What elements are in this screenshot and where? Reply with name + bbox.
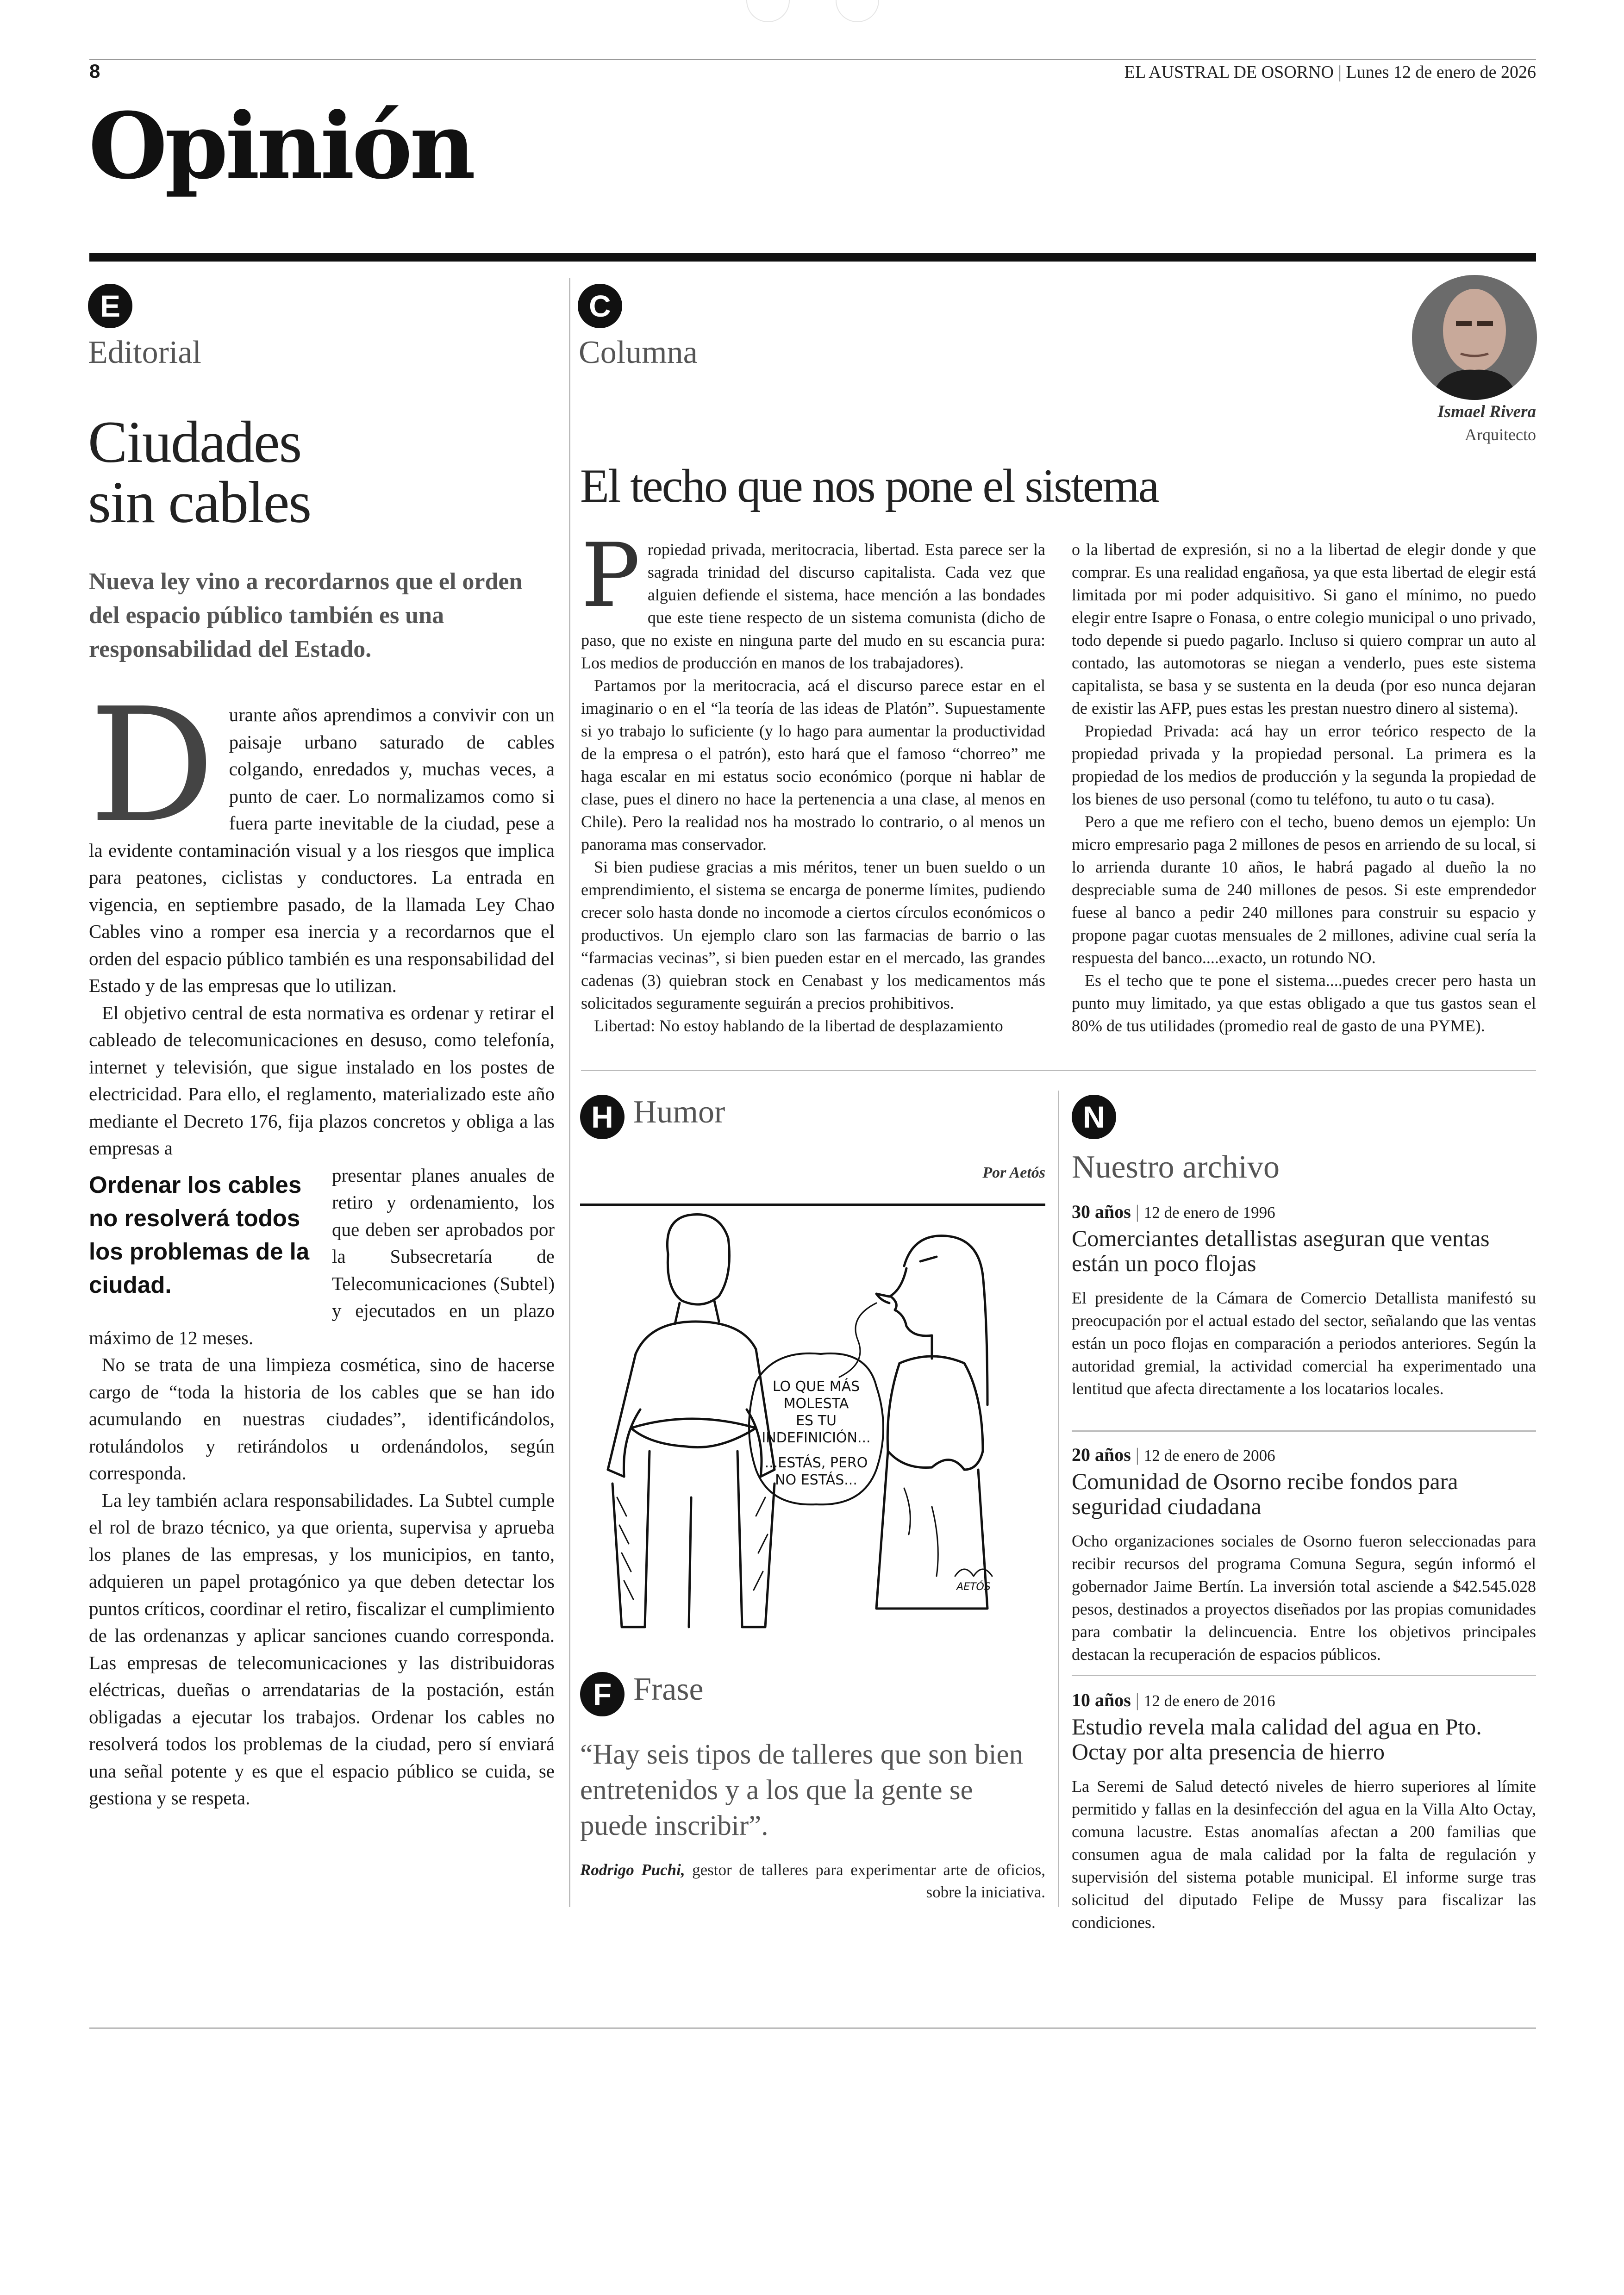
column-paragraph: Libertad: No estoy hablando de la libertad de desplazamiento [594,1017,1003,1035]
editorial-paragraph: La ley también aclara responsabilidades. La Subtel cumple el rol de brazo técnico, ya que orienta, supervisa y aprueba los planes de las empresas, y los municipios, en tanto, adquieren un papel protagónico ya que deben detectar los puntos críticos, coordinar el retiro, fiscalizar el cumplimiento de las ordenanzas y aplicar sanciones cuando corresponda. Las empresas de telecomunicaciones y las distribuidoras eléctricas, dueñas o arrendatarias de la postación, están obligadas a ejecutar los trabajos. Ordenar los cables no resolverá todos los problemas de la ciudad, pero sí enviará una señal potente y es que el espacio público se cuida, se gestiona y se respeta. [89,1489,555,1809]
editorial-headline [88,409,311,535]
column-divider-right [1058,1091,1059,1907]
author-role: Arquitecto [1465,425,1536,444]
archive-headline: Comerciantes detallistas aseguran que ventas están un poco flojas [1072,1225,1490,1276]
frase-quote: “Hay seis tipos de talleres que son bien entretenidos y a los que la gente se puede inscribir”. [580,1739,1024,1841]
humor-top-rule [580,1204,1045,1206]
cartoon-signature: AETÓS [956,1581,991,1593]
column-badge: C [578,284,622,328]
column-paragraph: o la libertad de expresión, si no a la libertad de elegir donde y que comprar. Es una realidad engañosa, ya que esta libertad de elegir está limitada por mi poder adquisitivo. Si gano el mínimo, no puedo elegir entre Isapre o Fonasa, o entre colegio municipal o uno privado, todo depende si puedo pagarlo. Incluso si quiero comprar un auto al contado, las automotoras se niegan a venderlo, pues este sistema capitalista, se basa y se sustenta en la deuda (por eso nunca dejaran de existir las AFP, pues estas les prestan nuestro dinero al sistema). [1072,540,1536,717]
archive-body: El presidente de la Cámara de Comercio Detallista manifestó su preocupación por el actual estado del sector, señalando que las ventas están un poco flojas en comparación a periodos anteriores. Según la autoridad gremial, la actividad comercial ha experimentado una lentitud que afecta directamente a los locatarios locales. [1072,1289,1536,1398]
editorial-paragraph: urante años aprendimos a convivir con un paisaje urbano saturado de cables colgando, enredados y, muchas veces, a punto de caer. Lo normalizamos como si fuera parte inevitable de la ciudad, pese a la evidente contaminación visual y a los riesgos que implica para peatones, ciclistas y conductores. La entrada en vigencia, en septiembre pasado, de la llamada Ley Chao Cables vino a romper esa inercia y a recordarnos que el orden del espacio público también es una responsabilidad del Estado y de las empresas que lo utilizan. [89,704,555,996]
editorial-paragraph: No se trata de una limpieza cosmética, sino de hacerse cargo de “toda la historia de los cables que se han ido acumulando en nuestras ciudades”, identificándolos, rotulándolos y retirándolos u ordenándolos, según corresponda. [89,1354,555,1484]
archive-years: 20 años [1072,1444,1131,1465]
speech-line: INDEFINICIÓN... [762,1430,871,1446]
header-top-rule [89,59,1536,60]
column-label: Columna [579,335,698,370]
column-paragraph: Si bien pudiese gracias a mis méritos, tener un buen sueldo o un emprendimiento, el sistema se encarga de ponerme límites, pudiendo crecer solo hasta donde no incomode a ciertos círculos económicos o productivos. Un ejemplo claro son las farmacias de barrio o las “farmacias vecinas”, si bien pueden estar en el mercado, las grandes cadenas (3) quiebran stock en Cenabast y los medicamentos más solicitados seguramente seguirán a precios prohibitivos. [581,858,1045,1012]
editorial-paragraph: presentar planes anuales de retiro y ordenamiento, los que deben ser aprobados por la Subsecretaría de Telecomunicaciones (Subtel) y ejecutados en un plazo máximo de 12 meses. [89,1164,555,1348]
frase-attribution [580,1859,1045,1903]
section-title: Opinión [88,93,473,200]
archive-divider [1072,1675,1536,1676]
column-body-left [581,524,1045,1061]
author-name: Ismael Rivera [1437,402,1536,421]
humor-badge: H [580,1095,625,1139]
editorial-headline-line2: sin cables [88,469,311,535]
editorial-headline-line1: Ciudades [88,409,301,475]
publication-line: EL AUSTRAL DE OSORNO | Lunes 12 de enero de 2026 [1124,62,1536,82]
publication-name: EL AUSTRAL DE OSORNO [1124,62,1334,82]
speech-line: MOLESTA [783,1396,849,1412]
frase-label: Frase [633,1671,704,1707]
column-paragraph: Pero a que me refiero con el techo, bueno demos un ejemplo: Un micro empresario paga 2 millones de pesos en arriendo de su local, si lo arrienda durante 10 años, le habrá pagado al dueño la no despreciable suma de 240 millones de pesos. Si este emprendedor fuese al banco a pedir 240 millones para construir su espacio y propone pagar cuotas mensuales de 2 millones, adivine cual sería la respuesta del banco....exacto, un rotundo NO. [1072,812,1536,967]
archive-date: 12 de enero de 1996 [1143,1204,1275,1222]
editorial-badge: E [88,284,132,328]
speech-line: ...ESTÁS, PERO [764,1455,868,1471]
column-body-right [1072,538,1536,1061]
archive-item: 20 años | 12 de enero de 2006 Comunidad de Osorno recibe fondos para seguridad ciudadana Ocho organizaciones sociales de Osorno fueron seleccionadas para recibir recursos del programa Comuna Segura, según informó el gobernador Jaime Bertín. La inversión total asciende a $42.545.028 pesos, destinados a proyectos diseñados por las propias comunidades para combatir la delincuencia. Entre los objetivos principales destacan la recuperación de espacios públicos. [1072,1442,1536,1666]
archive-headline: Comunidad de Osorno recibe fondos para seguridad ciudadana [1072,1468,1458,1519]
frase-attribution-name: Rodrigo Puchi, [580,1861,685,1879]
archive-item: 10 años | 12 de enero de 2016 Estudio revela mala calidad del agua en Pto. Octay por alta presencia de hierro La Seremi de Salud detectó niveles de hierro superiores al límite permitido y fallas en la desinfección del agua en la Villa Alto Octay, comuna lacustre. Estas anomalías afectan a 200 familias que consumen agua de mala calidad por la falta de regulación y supervisión del sistema potable municipal. El informe surge tras solicitud del diputado Felipe de Mussy para fiscalizar las condiciones. [1072,1687,1536,1934]
viewer-prev-icon[interactable] [746,0,790,22]
column-paragraph: ropiedad privada, meritocracia, libertad. Esta parece ser la sagrada trinidad del discurso capitalista. Cada vez que alguien defiende el sistema, hace mención a las bondades que este tiene respecto de un sistema comunista (dicho de paso, que no existe en ninguna parte del mudo en su escancia pura: Los medios de producción en manos de los trabajadores). [581,540,1045,672]
editorial-dropcap: D [89,674,215,858]
archive-years: 10 años [1072,1690,1131,1710]
column-headline: El techo que nos pone el sistema [580,460,1158,512]
editorial-label: Editorial [88,335,201,370]
archive-body: La Seremi de Salud detectó niveles de hierro superiores al límite permitido y fallas en la desinfección del agua en la Villa Alto Octay, comuna lacustre. Estas anomalías afectan a 200 familias que consumen agua de mala calidad por la falta de regulación y supervisión del sistema potable municipal. El informe surge tras solicitud del diputado Felipe de Mussy para fiscalizar las condiciones. [1072,1777,1536,1932]
humor-label: Humor [633,1094,725,1130]
archivo-label: Nuestro archivo [1072,1149,1280,1185]
header-thick-rule [89,253,1536,262]
column-dropcap: P [581,524,640,627]
archive-item: 30 años | 12 de enero de 1996 Comerciantes detallistas aseguran que ventas están un poco flojas El presidente de la Cámara de Comercio Detallista manifestó su preocupación por el actual estado del sector, señalando que las ventas están un poco flojas en comparación a periodos anteriores. Según la autoridad gremial, la actividad comercial ha experimentado una lentitud que afecta directamente a los locatarios locales. [1072,1199,1536,1400]
author-photo [1412,275,1537,400]
column-paragraph: Es el techo que te pone el sistema....puedes crecer pero hasta un punto muy limitado, ya que estas obligado a que tus gastos sean el 80% de tus utilidades (promedio real de gasto de una PYME). [1072,971,1536,1035]
archive-divider [1072,1430,1536,1432]
editorial-pull-quote: Ordenar los cables no resolverá todos los problemas de la ciudad. [89,1171,310,1298]
publication-date: Lunes 12 de enero de 2026 [1346,62,1536,82]
frase-attribution-role: gestor de talleres para experimentar arte de oficios, sobre la iniciativa. [692,1861,1046,1901]
archive-years: 30 años [1072,1201,1131,1222]
editorial-lead: Nueva ley vino a recordarnos que el orden del espacio público también es una responsabilidad del Estado. [89,568,523,662]
archive-headline: Estudio revela mala calidad del agua en Pto. Octay por alta presencia de hierro [1072,1714,1482,1765]
column-bottom-rule [581,1070,1536,1071]
editorial-paragraph: El objetivo central de esta normativa es ordenar y retirar el cableado de telecomunicaciones en desuso, como telefonía, internet y televisión, que sigue instalado en los postes de electricidad. Para ello, el reglamento, materializado este año mediante el Decreto 176, fija plazos concretos y obliga a las empresas a [89,1002,555,1159]
column-divider-left [569,278,570,1907]
archivo-badge: N [1072,1095,1116,1139]
speech-line: ES TU [796,1413,837,1429]
humor-cartoon [580,1210,1045,1634]
speech-line: LO QUE MÁS [772,1378,860,1395]
speech-line: NO ESTÁS... [775,1472,857,1488]
viewer-next-icon[interactable] [836,0,879,22]
archive-body: Ocho organizaciones sociales de Osorno fueron seleccionadas para recibir recursos del programa Comuna Segura, según informó el gobernador Jaime Bertín. La inversión total asciende a $42.545.028 pesos, destinados a proyectos diseñados por las propias comunidades para combatir la delincuencia. Entre los objetivos principales destacan la recuperación de espacios públicos. [1072,1532,1536,1664]
column-paragraph: Partamos por la meritocracia, acá el discurso parece estar en el imaginario o en el “la teoría de las ideas de Platón”. Supuestamente si yo trabajo lo suficiente (y lo hago para aumentar la productividad de la empresa o el patrón), esto hará que el famoso “chorreo” me haga escalar en mi estatus socio económico (porque ni hablar de clase, pues el dinero no hace la pertenencia a una clase, al menos en Chile). Pero la realidad nos ha mostrado lo contrario, o al menos un panorama mas conservador. [581,676,1045,854]
editorial-body [89,674,555,1896]
archive-date: 12 de enero de 2016 [1143,1692,1275,1710]
page-bottom-rule [89,2027,1536,2029]
humor-credit: Por Aetós [982,1164,1045,1181]
frase-badge: F [580,1672,625,1716]
page-number: 8 [89,60,100,82]
archive-date: 12 de enero de 2006 [1143,1447,1275,1465]
column-paragraph: Propiedad Privada: acá hay un error teórico respecto de la propiedad privada y la propiedad personal. La primera es la propiedad de los medios de producción y la segunda la propiedad de los bienes de uso personal (como tu teléfono, tu auto o tu casa). [1072,722,1536,808]
